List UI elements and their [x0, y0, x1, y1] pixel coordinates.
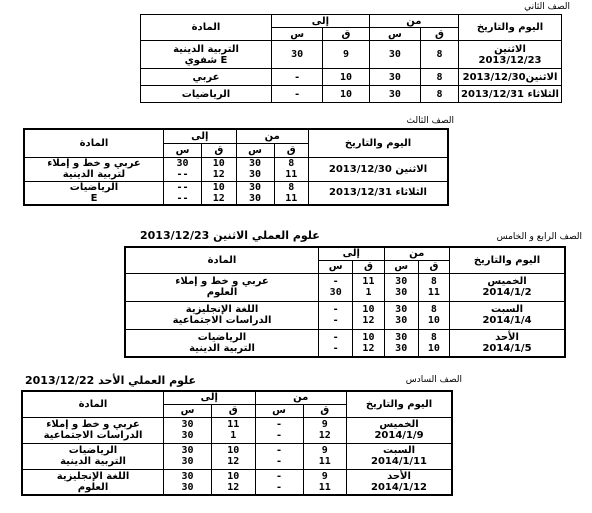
date-text: الخميس	[379, 419, 419, 430]
table-row	[125, 329, 565, 357]
to-s-cell: -	[332, 315, 339, 326]
s-header: س	[272, 28, 323, 41]
from-q-cell: 11	[285, 192, 298, 204]
from-s-cell: 30	[249, 158, 262, 169]
to-s-cell: --	[176, 181, 189, 193]
to-q-cell: 11	[362, 276, 375, 287]
subject-text: التربية الدينية	[60, 456, 126, 467]
practical-note: علوم العملي الأحد 2013/12/22	[25, 374, 197, 387]
from-s-cell: 30	[395, 315, 408, 326]
date-header: اليوم والتاريخ	[459, 15, 562, 41]
from-q-cell: 8	[430, 331, 437, 343]
from-s-cell: -	[276, 445, 283, 456]
subject-text: الرياضيات	[197, 331, 247, 343]
from-q-cell: 8	[288, 181, 295, 193]
table-row	[22, 443, 452, 469]
subject-text: العلوم	[77, 481, 109, 493]
date-text: 2014/1/12	[370, 481, 427, 493]
to-s-cell: 30	[181, 481, 194, 493]
subject-text: التربية الدينية	[173, 43, 239, 55]
table-row	[22, 469, 452, 495]
s-header: س	[255, 404, 303, 417]
to-q-cell: 12	[227, 456, 240, 467]
to-s-cell: 30	[181, 456, 194, 467]
from-header: من	[384, 247, 449, 260]
to-s-cell: -	[332, 276, 339, 287]
from-s-cell: 30	[395, 276, 408, 287]
s-header: س	[384, 260, 418, 273]
from-q-cell: 11	[318, 456, 331, 467]
to-s-cell: -	[272, 69, 323, 86]
subject-text: الدراسات الاجتماعية	[43, 430, 143, 441]
date-text: الأحد	[495, 331, 519, 343]
date-text: الخميس	[487, 276, 527, 287]
s-header: س	[236, 143, 274, 157]
q-header: ق	[202, 143, 236, 157]
section-heading: الصف الرابع و الخامس	[496, 232, 582, 242]
table-row	[22, 417, 452, 443]
from-q-cell: 10	[427, 342, 440, 354]
from-q-cell: 11	[285, 169, 298, 180]
to-s-cell: 30	[181, 470, 194, 482]
to-q-cell: 10	[323, 69, 369, 86]
schedule-table	[23, 128, 449, 206]
from-header: من	[255, 391, 346, 404]
from-q-cell: 8	[420, 86, 458, 103]
to-q-cell: 1	[365, 287, 372, 298]
from-s-cell: -	[276, 430, 283, 441]
date-text: السبت	[382, 445, 416, 456]
q-header: ق	[353, 260, 384, 273]
q-header: ق	[303, 404, 346, 417]
to-q-cell: 9	[323, 41, 369, 69]
subject-text: التربية الدينية	[189, 342, 255, 354]
from-s-cell: -	[276, 456, 283, 467]
date-header: اليوم والتاريخ	[450, 247, 566, 273]
from-s-cell: 30	[395, 331, 408, 343]
subject-text: عربي	[141, 69, 272, 86]
to-q-cell: 11	[227, 419, 240, 430]
to-q-cell: 1	[230, 430, 237, 441]
subject-text: الرياضيات	[141, 86, 272, 103]
subject-text: E	[90, 192, 98, 204]
from-s-cell: -	[276, 470, 283, 482]
to-s-cell: --	[176, 192, 189, 204]
subject-text: E شفوي	[184, 54, 228, 66]
subject-text: الرياضيات	[68, 445, 118, 456]
table-row	[24, 157, 448, 181]
to-s-cell: 30	[181, 419, 194, 430]
from-q-cell: 8	[430, 276, 437, 287]
from-q-cell: 11	[427, 287, 440, 298]
date-header: اليوم والتاريخ	[347, 391, 453, 417]
subject-text: اللغة الإنجليزية	[56, 470, 130, 482]
subject-header: المادة	[24, 129, 164, 157]
to-q-cell: 10	[227, 470, 240, 482]
practical-note: علوم العملي الاثنين 2013/12/23	[140, 229, 320, 242]
to-s-cell: 30	[181, 430, 194, 441]
table-row	[141, 86, 562, 103]
date-text: 2014/1/4	[482, 315, 532, 326]
to-q-cell: 12	[227, 481, 240, 493]
date-text: 2014/1/9	[374, 430, 424, 441]
date-text: السبت	[490, 304, 524, 315]
from-q-cell: 9	[321, 470, 328, 482]
date-text: الاثنين	[494, 43, 526, 55]
subject-header: المادة	[22, 391, 164, 417]
from-q-cell: 8	[430, 304, 437, 315]
table-row	[141, 69, 562, 86]
to-s-cell: 30	[181, 445, 194, 456]
from-q-cell: 8	[420, 41, 458, 69]
subject-header: المادة	[141, 15, 272, 41]
from-s-cell: -	[276, 481, 283, 493]
from-s-cell: 30	[395, 287, 408, 298]
to-s-cell: -	[332, 342, 339, 354]
from-header: من	[369, 15, 458, 28]
from-q-cell: 8	[420, 69, 458, 86]
table-row	[24, 181, 448, 205]
s-header: س	[164, 143, 202, 157]
from-q-cell: 9	[321, 445, 328, 456]
date-text: 2014/1/11	[370, 456, 427, 467]
to-s-cell: 30	[329, 287, 342, 298]
q-header: ق	[212, 404, 255, 417]
s-header: س	[164, 404, 212, 417]
section-heading: الصف السادس	[405, 375, 462, 385]
subject-text: الرياضيات	[69, 181, 119, 193]
to-q-cell: 10	[212, 158, 225, 169]
to-q-cell: 10	[362, 331, 375, 343]
to-q-cell: 12	[362, 342, 375, 354]
to-header: إلى	[164, 129, 237, 143]
to-s-cell: 30	[176, 158, 189, 169]
from-q-cell: 11	[318, 481, 331, 493]
subject-text: عربي و خط و إملاء	[175, 276, 269, 287]
from-s-cell: 30	[395, 304, 408, 315]
section-heading: الصف الثالث	[406, 116, 454, 126]
date-text: 2013/12/23	[478, 54, 542, 66]
to-s-cell: -	[332, 304, 339, 315]
subject-text: عربي و خط و إملاء	[46, 419, 140, 430]
from-s-cell: 30	[369, 86, 420, 103]
to-q-cell: 12	[362, 315, 375, 326]
to-q-cell: 10	[362, 304, 375, 315]
from-s-cell: 30	[369, 41, 420, 69]
subject-text: لتربية الدينية	[62, 169, 126, 180]
to-q-cell: 10	[212, 181, 225, 193]
from-header: من	[236, 129, 308, 143]
to-s-cell: -	[272, 86, 323, 103]
subject-text: عربي و خط و إملاء	[47, 158, 141, 169]
from-s-cell: 30	[395, 342, 408, 354]
to-header: إلى	[272, 15, 370, 28]
subject-text: اللغة الإنجليزية	[185, 304, 259, 315]
subject-text: العلوم	[206, 287, 238, 298]
date-text: الأحد	[387, 470, 411, 482]
to-s-cell: 30	[272, 41, 323, 69]
date-text: 2014/1/5	[482, 342, 532, 354]
from-q-cell: 10	[427, 315, 440, 326]
q-header: ق	[418, 260, 449, 273]
section-heading: الصف الثاني	[524, 2, 570, 12]
q-header: ق	[420, 28, 458, 41]
from-s-cell: 30	[249, 169, 262, 180]
s-header: س	[369, 28, 420, 41]
schedule-table	[140, 14, 562, 103]
date-text: الاثنين 2013/12/30	[309, 157, 449, 181]
q-header: ق	[274, 143, 308, 157]
date-text: الثلاثاء 2013/12/31	[459, 86, 562, 103]
from-q-cell: 9	[321, 419, 328, 430]
to-q-cell: 10	[227, 445, 240, 456]
s-header: س	[319, 260, 353, 273]
table-row	[125, 301, 565, 329]
q-header: ق	[323, 28, 369, 41]
to-q-cell: 12	[212, 192, 225, 204]
from-s-cell: 30	[369, 69, 420, 86]
from-q-cell: 12	[318, 430, 331, 441]
from-s-cell: -	[276, 419, 283, 430]
schedule-table	[21, 390, 453, 496]
to-s-cell: --	[176, 169, 189, 180]
date-text: الاثنين2013/12/30	[459, 69, 562, 86]
subject-text: الدراسات الاجتماعية	[172, 315, 272, 326]
from-q-cell: 8	[288, 158, 295, 169]
to-q-cell: 12	[212, 169, 225, 180]
table-row	[141, 41, 562, 69]
from-s-cell: 30	[249, 181, 262, 193]
to-header: إلى	[164, 391, 256, 404]
to-q-cell: 10	[323, 86, 369, 103]
schedule-table	[124, 246, 566, 358]
subject-header: المادة	[125, 247, 319, 273]
to-header: إلى	[319, 247, 385, 260]
table-row	[125, 273, 565, 301]
to-s-cell: -	[332, 331, 339, 343]
from-s-cell: 30	[249, 192, 262, 204]
date-text: الثلاثاء 2013/12/31	[309, 181, 449, 205]
date-text: 2014/1/2	[482, 287, 532, 298]
date-header: اليوم والتاريخ	[309, 129, 449, 157]
